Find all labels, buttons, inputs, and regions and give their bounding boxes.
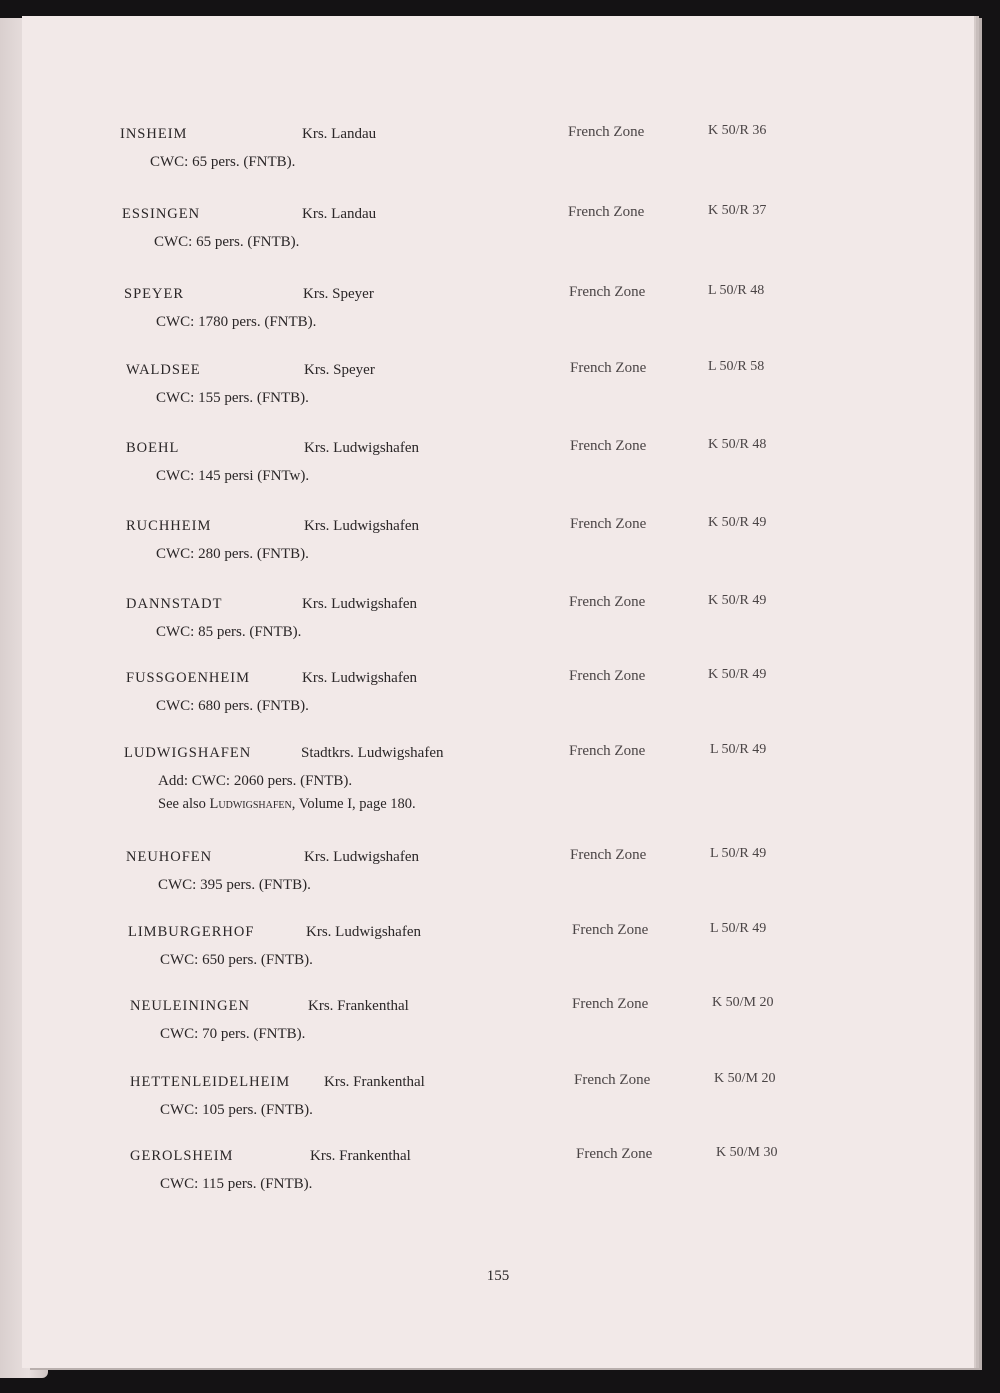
grid-reference: L 50/R 49 [710,846,767,861]
cwc-line: Add: CWC: 2060 pers. (FNTB). [158,773,353,789]
district: Krs. Speyer [303,286,374,302]
place-name: LIMBURGERHOF [128,924,255,940]
zone: French Zone [572,922,649,938]
grid-reference: K 50/R 37 [708,203,767,218]
zone: French Zone [572,996,649,1012]
cwc-line: CWC: 65 pers. (FNTB). [154,234,300,250]
cwc-line: CWC: 85 pers. (FNTB). [156,624,302,640]
entry-waldsee [22,359,974,407]
entry-neuleiningen [22,995,974,1043]
entry-limburgerhof [22,921,974,969]
grid-reference: L 50/R 49 [710,742,767,757]
place-name: LUDWIGSHAFEN [124,745,252,761]
place-name: BOEHL [126,440,180,456]
see-also-suffix: , Volume I, page 180. [291,796,416,812]
place-name: NEULEININGEN [130,998,250,1014]
zone: French Zone [576,1146,653,1162]
district: Krs. Frankenthal [310,1148,411,1164]
zone: French Zone [570,516,647,532]
entry-speyer [22,283,974,331]
grid-reference: K 50/M 30 [716,1145,778,1160]
entry-fussgoenheim [22,667,974,715]
page-number: 155 [486,1268,510,1284]
entry-neuhofen [22,846,974,894]
place-name: INSHEIM [120,126,188,142]
place-name: SPEYER [124,286,184,302]
grid-reference: K 50/R 49 [708,515,767,530]
zone: French Zone [568,124,645,140]
district: Krs. Ludwigshafen [304,440,419,456]
grid-reference: L 50/R 49 [710,921,767,936]
entry-gerolsheim [22,1145,974,1193]
district: Krs. Speyer [304,362,375,378]
cwc-line: CWC: 650 pers. (FNTB). [160,952,313,968]
district: Krs. Ludwigshafen [302,670,417,686]
grid-reference: K 50/M 20 [714,1071,776,1086]
cwc-line: CWC: 115 pers. (FNTB). [160,1176,313,1192]
place-name: ESSINGEN [122,206,201,222]
district: Krs. Ludwigshafen [306,924,421,940]
place-name: WALDSEE [126,362,201,378]
cwc-line: CWC: 70 pers. (FNTB). [160,1026,306,1042]
place-name: RUCHHEIM [126,518,212,534]
cwc-line: CWC: 680 pers. (FNTB). [156,698,309,714]
grid-reference: L 50/R 48 [708,283,765,298]
district: Krs. Frankenthal [308,998,409,1014]
see-also-prefix: See also [158,796,210,812]
entry-ludwigshafen [22,742,974,813]
district: Stadtkrs. Ludwigshafen [301,745,444,761]
zone: French Zone [569,284,646,300]
district: Krs. Ludwigshafen [302,596,417,612]
grid-reference: K 50/R 36 [708,123,767,138]
zone: French Zone [569,594,646,610]
cwc-line: CWC: 155 pers. (FNTB). [156,390,309,406]
cwc-line: CWC: 65 pers. (FNTB). [150,154,296,170]
district: Krs. Landau [302,206,377,222]
entry-ruchheim [22,515,974,563]
place-name: NEUHOFEN [126,849,213,865]
place-name: HETTENLEIDELHEIM [130,1074,291,1090]
grid-reference: L 50/R 58 [708,359,765,374]
cwc-line: CWC: 105 pers. (FNTB). [160,1102,313,1118]
entry-dannstadt [22,593,974,641]
cwc-line: CWC: 1780 pers. (FNTB). [156,314,317,330]
entry-insheim [22,123,974,171]
zone: French Zone [574,1072,651,1088]
grid-reference: K 50/R 49 [708,667,767,682]
place-name: DANNSTADT [126,596,223,612]
zone: French Zone [570,847,647,863]
district: Krs. Ludwigshafen [304,518,419,534]
zone: French Zone [570,438,647,454]
entry-essingen [22,203,974,251]
grid-reference: K 50/R 48 [708,437,767,452]
zone: French Zone [570,360,647,376]
grid-reference: K 50/M 20 [712,995,774,1010]
book-page [22,16,974,1368]
entry-boehl [22,437,974,485]
district: Krs. Ludwigshafen [304,849,419,865]
place-name: GEROLSHEIM [130,1148,234,1164]
zone: French Zone [568,204,645,220]
zone: French Zone [569,668,646,684]
see-also-line [158,796,1000,813]
grid-reference: K 50/R 49 [708,593,767,608]
zone: French Zone [569,743,646,759]
district: Krs. Frankenthal [324,1074,425,1090]
cwc-line: CWC: 280 pers. (FNTB). [156,546,309,562]
cwc-line: CWC: 395 pers. (FNTB). [158,877,311,893]
place-name: FUSSGOENHEIM [126,670,250,686]
entry-hettenleidelheim [22,1071,974,1119]
see-also-reference: Ludwigshafen [209,796,292,812]
cwc-line: CWC: 145 persi (FNTw). [156,468,310,484]
district: Krs. Landau [302,126,377,142]
